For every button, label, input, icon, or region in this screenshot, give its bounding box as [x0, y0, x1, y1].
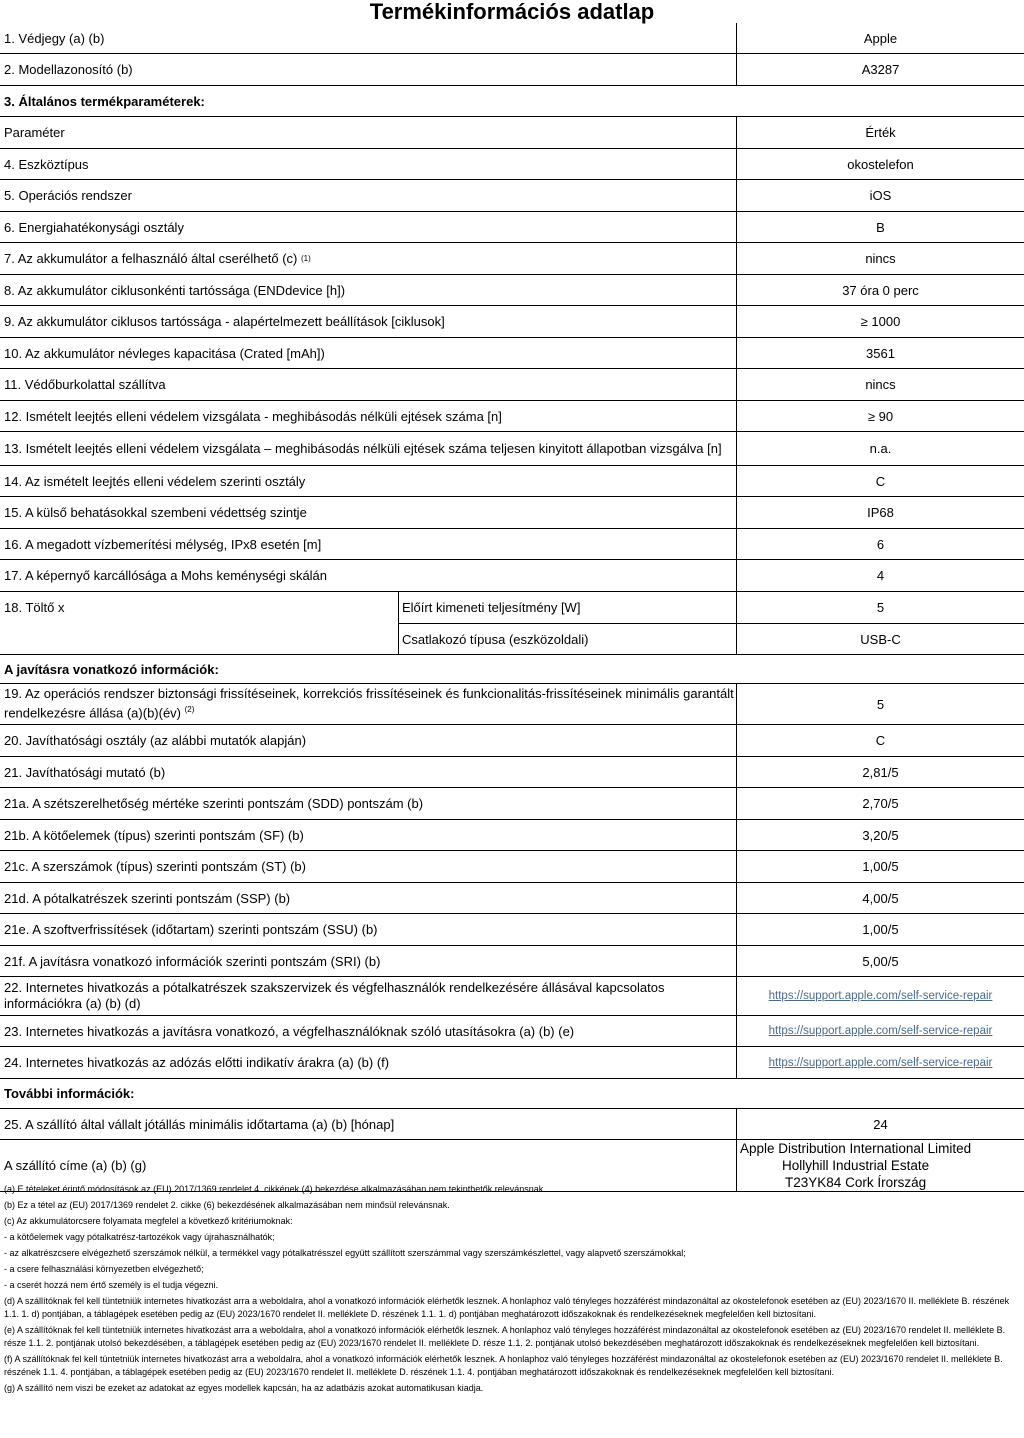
row-label: 13. Ismételt leejtés elleni védelem vizsgálata – meghibásodás nélküli ejtések száma teljesen kinyitott állapotban vizsgálva [n]	[4, 440, 722, 456]
row-label-text: 19. Az operációs rendszer biztonsági frissítéseinek, korrekciós frissítéseinek és funkcionalitás-frissítéseinek minimális garantált rendelkezésre állása (a)(b)(év)	[4, 686, 734, 721]
row-battery-replaceable	[0, 243, 1024, 275]
row-label: 22. Internetes hivatkozás a pótalkatrészek szakszervizek és végfelhasználók rendelkezésére állásával kapcsolatos információkra (a) (b) (d)	[4, 980, 665, 1011]
row-label: 24. Internetes hivatkozás az adózás előtti indikatív árakra (a) (b) (f)	[4, 1055, 390, 1070]
row-label: 9. Az akkumulátor ciklusos tartóssága - alapértelmezett beállítások [ciklusok]	[4, 314, 445, 329]
prices-link[interactable]: https://support.apple.com/self-service-repair	[768, 1056, 993, 1069]
charger-connector-value: USB-C	[860, 631, 901, 647]
row-label: 21f. A javításra vonatkozó információk szerinti pontszám (SRI) (b)	[4, 953, 381, 969]
repair-instructions-link[interactable]: https://support.apple.com/self-service-repair	[768, 1025, 993, 1037]
row-label: 21e. A szoftverfrissítések (időtartam) szerinti pontszám (SSU) (b)	[4, 922, 378, 937]
section-heading: 3. Általános termékparaméterek:	[4, 93, 205, 109]
section-header-general	[0, 86, 1024, 117]
row-value: 4	[876, 568, 885, 583]
row-value: A3287	[861, 62, 900, 77]
row-value: 24	[873, 1116, 888, 1132]
row-label: 23. Internetes hivatkozás a javításra vonatkozó, a végfelhasználóknak szóló utasításokra (a) (b) (e)	[4, 1023, 575, 1039]
row-value: 4,00/5	[862, 890, 899, 906]
row-value: n.a.	[869, 441, 892, 456]
address-line: Apple Distribution International Limited	[740, 1141, 972, 1156]
row-value: C	[875, 473, 886, 489]
section-header-more	[0, 1079, 1024, 1109]
row-label: 11. Védőburkolattal szállítva	[4, 377, 166, 392]
footnote: - a cserét hozzá nem értő személy is el tudja végezni.	[4, 1280, 219, 1290]
row-value: 3,20/5	[862, 827, 899, 843]
row-energy-class	[0, 212, 1024, 243]
row-value: C	[875, 733, 886, 748]
row-drop-test	[0, 401, 1024, 432]
row-battery-endurance	[0, 275, 1024, 306]
row-label: 16. A megadott vízbemerítési mélység, IPx8 esetén [m]	[4, 536, 322, 552]
row-label: 8. Az akkumulátor ciklusonkénti tartóssága (ENDdevice [h])	[4, 282, 346, 298]
row-label: Paraméter	[4, 125, 65, 140]
row-label: 21c. A szerszámok (típus) szerinti pontszám (ST) (b)	[4, 859, 306, 874]
row-value: 6	[876, 536, 885, 552]
row-value: Érték	[865, 125, 896, 140]
row-label: 10. Az akkumulátor névleges kapacitása (Crated [mAh])	[4, 345, 325, 361]
section-header-repair	[0, 655, 1024, 684]
section-heading: A javításra vonatkozó információk:	[4, 661, 219, 677]
row-label: 12. Ismételt leejtés elleni védelem vizsgálata - meghibásodás nélküli ejtések száma [n]	[4, 408, 502, 424]
page-title: Termékinformációs adatlap	[369, 0, 655, 24]
row-value: 37 óra 0 perc	[842, 282, 919, 298]
row-device-type	[0, 149, 1024, 180]
row-value: nincs	[865, 377, 896, 392]
address-line: Hollyhill Industrial Estate	[782, 1158, 930, 1173]
row-os-updates	[0, 684, 1024, 725]
row-prices-link	[0, 1047, 1024, 1079]
row-value: 1,00/5	[862, 922, 899, 937]
row-value: okostelefon	[847, 156, 914, 172]
footnotes	[4, 1183, 1020, 1398]
row-label	[4, 684, 734, 724]
row-value: 2,81/5	[862, 764, 899, 780]
row-warranty	[0, 1109, 1024, 1140]
row-value: nincs	[865, 251, 896, 266]
row-score-ssp	[0, 883, 1024, 914]
row-repairability-index	[0, 757, 1024, 788]
row-battery-cycles	[0, 306, 1024, 338]
row-scratch-resistance	[0, 560, 1024, 592]
row-value: ≥ 1000	[860, 314, 901, 329]
footnote: - a csere felhasználási környezetben elvégezhető;	[4, 1264, 204, 1274]
row-charger	[0, 592, 1024, 655]
row-label: 21d. A pótalkatrészek szerinti pontszám (SSP) (b)	[4, 890, 291, 906]
row-label: 21b. A kötőelemek (típus) szerinti pontszám (SF) (b)	[4, 827, 304, 843]
row-label: 25. A szállító által vállalt jótállás minimális időtartama (a) (b) [hónap]	[4, 1116, 395, 1132]
row-label: 6. Energiahatékonysági osztály	[4, 219, 184, 235]
footnote-marker: (1)	[301, 254, 311, 263]
row-label: A szállító címe (a) (b) (g)	[4, 1158, 147, 1173]
footnote: (e) A szállítóknak fel kell tüntetniük internetes hivatkozást arra a weboldalra, ahol a vonatkozó információk elérhetők lesznek. A honlaphoz való tényleges hozzáférést mindazonáltal az okostelefonok esetében az (EU) 2023/1670 rendelet II. melléklete B. része 1.1. 2. pontjának utolsó bekezdésében, a táblagépek esetében pedig az (EU) 2023/1670 rendelet II. melléklete D. része 1.1. 2. pontjának utolsó bekezdésében meghatározott időszakoknak és rendelkezéseknek megfelelően kell biztosítani.	[4, 1325, 1006, 1348]
footnote: - a kötőelemek vagy pótalkatrész-tartozékok vagy újrahasználhatók;	[4, 1232, 275, 1242]
product-info-table	[0, 23, 1024, 1192]
footnote: (a) E tételeket érintő módosítások az (EU) 2017/1369 rendelet 4. cikkének (4) bekezdése alkalmazásában nem tekinthetők relevánsnak.	[4, 1184, 546, 1194]
row-score-sdd	[0, 788, 1024, 820]
footnote: (d) A szállítóknak fel kell tüntetniük internetes hivatkozást arra a weboldalra, ahol a vonatkozó információk elérhetők lesznek. A honlaphoz való tényleges hozzáférést mindazonáltal az okostelefonok esetében az (EU) 2023/1670 II. melléklete B. részének 1.1. 1. d) pontjában, a táblagépek esetében pedig az (EU) 2023/1670 rendelet II. melléklete D. részének 1.1. 1. d) pontjában meghatározott időszakoknak és rendelkezéseknek megfelelően kell biztosítani.	[4, 1296, 1010, 1319]
row-score-ssu	[0, 914, 1024, 946]
row-value: IP68	[867, 505, 894, 520]
row-label: 18. Töltő x	[4, 600, 65, 615]
row-value: 1,00/5	[862, 859, 899, 874]
footnote: (b) Ez a tétel az (EU) 2017/1369 rendelet 2. cikke (6) bekezdésének alkalmazásában nem minősül relevánsnak.	[4, 1200, 450, 1210]
row-label: 21a. A szétszerelhetőség mértéke szerinti pontszám (SDD) pontszám (b)	[4, 796, 424, 811]
row-score-sri	[0, 946, 1024, 977]
row-value: 5	[876, 696, 885, 712]
charger-connector-label: Csatlakozó típusa (eszközoldali)	[402, 631, 589, 647]
row-ingress-protection	[0, 497, 1024, 529]
footnote: (c) Az akkumulátorcsere folyamata megfelel a következő kritériumoknak:	[4, 1216, 293, 1226]
row-immersion-depth	[0, 529, 1024, 560]
charger-power-label: Előírt kimeneti teljesítmény [W]	[402, 600, 581, 615]
row-model	[0, 54, 1024, 86]
row-value: Apple	[863, 30, 898, 46]
footnote-marker: (2)	[184, 705, 195, 715]
row-label: 20. Javíthatósági osztály (az alábbi mutatók alapján)	[4, 733, 307, 748]
row-value: iOS	[869, 188, 892, 203]
row-label	[4, 243, 311, 274]
row-trademark	[0, 23, 1024, 54]
row-os	[0, 180, 1024, 212]
row-score-st	[0, 851, 1024, 883]
row-protective-case	[0, 369, 1024, 401]
address-line: T23YK84 Cork Írország	[785, 1175, 927, 1190]
row-label-text: 7. Az akkumulátor a felhasználó által cserélhető (c)	[4, 251, 298, 266]
charger-power-value: 5	[876, 600, 885, 615]
section-heading: További információk:	[4, 1086, 135, 1101]
row-battery-capacity	[0, 338, 1024, 369]
footnote: - az alkatrészcsere elvégezhető szerszámok nélkül, a termékkel vagy pótalkatrésszel együtt szállított szerszámmal vagy szerszámkészlettel, vagy alapvető szerszámokkal;	[4, 1248, 686, 1258]
row-label: 21. Javíthatósági mutató (b)	[4, 764, 166, 780]
row-value: ≥ 90	[867, 408, 894, 424]
row-value: 3561	[866, 345, 895, 361]
row-label: 4. Eszköztípus	[4, 156, 89, 172]
row-score-sf	[0, 820, 1024, 851]
row-spare-parts-link	[0, 977, 1024, 1016]
row-repair-instructions-link	[0, 1016, 1024, 1047]
footnote: (g) A szállító nem viszi be ezeket az adatokat az egyes modellek kapcsán, ha az adatbázis azokat automatikusan kiadja.	[4, 1383, 484, 1393]
row-label: 1. Védjegy (a) (b)	[4, 30, 105, 46]
row-label: 15. A külső behatásokkal szembeni védettség szintje	[4, 505, 307, 520]
row-param-header	[0, 117, 1024, 149]
row-label: 2. Modellazonosító (b)	[4, 62, 133, 77]
row-value: 2,70/5	[862, 796, 899, 811]
row-repairability-class	[0, 725, 1024, 757]
row-label: 5. Operációs rendszer	[4, 188, 132, 203]
spare-parts-link[interactable]: https://support.apple.com/self-service-repair	[768, 990, 993, 1002]
row-drop-test-unfolded	[0, 432, 1024, 466]
row-label: 17. A képernyő karcállósága a Mohs keménységi skálán	[4, 568, 328, 583]
row-drop-class	[0, 466, 1024, 497]
row-value: 5,00/5	[862, 953, 899, 969]
row-label: 14. Az ismételt leejtés elleni védelem szerinti osztály	[4, 473, 306, 489]
row-value: B	[876, 219, 885, 235]
footnote: (f) A szállítóknak fel kell tüntetniük internetes hivatkozást arra a weboldalra, ahol a vonatkozó információk elérhetők lesznek. A honlaphoz való tényleges hozzáférést mindazonáltal az okostelefonok esetében az (EU) 2023/1670 rendelet II. melléklete B. részének 1.1. 4. pontjában, a táblagépek esetében pedig az (EU) 2023/1670 rendelet II. melléklete D. részének 1.1. 4. pontjában meghatározott időszakoknak és rendelkezéseknek megfelelően kell biztosítani.	[4, 1354, 1003, 1377]
